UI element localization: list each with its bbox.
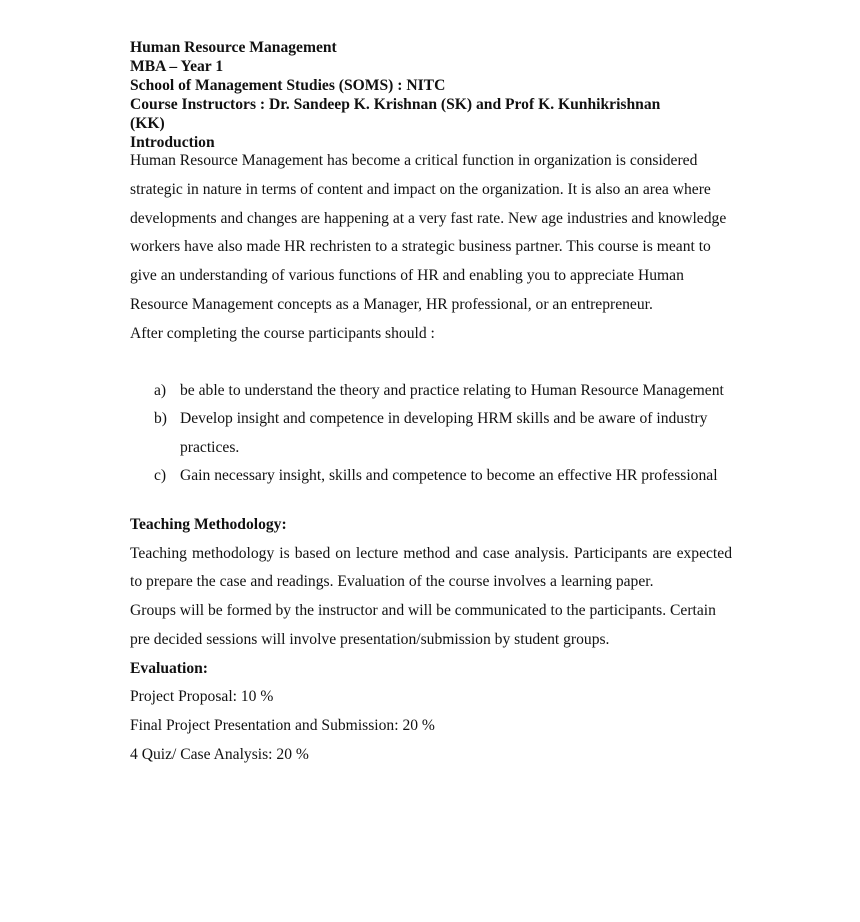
evaluation-item: Final Project Presentation and Submission: 20 % (130, 717, 435, 735)
list-marker: b) (154, 410, 167, 428)
school-line: School of Management Studies (SOMS) : NITC (130, 77, 446, 94)
instructors-line-continued: (KK) (130, 115, 165, 132)
list-item-text: be able to understand the theory and practice relating to Human Resource Management (180, 381, 724, 399)
course-title: Human Resource Management (130, 39, 337, 56)
list-marker: c) (154, 467, 167, 485)
program-line: MBA – Year 1 (130, 58, 224, 75)
list-item-text: Develop insight and competence in developing HRM skills and be aware of industry practices. (180, 410, 708, 456)
teaching-paragraph: Teaching methodology is based on lecture method and case analysis. Participants are expected to prepare the case and readings. Evaluation of the course involves a learning paper. (130, 544, 732, 591)
teaching-methodology-heading: Teaching Methodology: (130, 515, 287, 533)
evaluation-heading: Evaluation: (130, 659, 208, 677)
list-item-text: Gain necessary insight, skills and competence to become an effective HR professional (180, 467, 718, 485)
evaluation-item: Project Proposal: 10 % (130, 688, 274, 706)
introduction-paragraph: Human Resource Management has become a critical function in organization is considered strategic in nature in terms of content and impact on the organization. It is also an area where developments and changes are happening at a very fast rate. New age industries and knowledge workers have also made HR rechristen to a strategic business partner. This course is meant to give an understanding of various functions of HR and enabling you to appreciate Human Resource Management concepts as a Manager, HR professional, or an entrepreneur. (130, 152, 727, 313)
objectives-lead: After completing the course participants should : (130, 324, 435, 342)
list-marker: a) (154, 381, 167, 399)
objectives-list (130, 377, 732, 491)
list-item (130, 405, 732, 462)
groups-paragraph: Groups will be formed by the instructor and will be communicated to the participants. Certain pre decided sessions will involve presentation/submission by student groups. (130, 602, 716, 648)
list-item (130, 377, 732, 406)
document-content (130, 38, 732, 770)
instructors-line: Course Instructors : Dr. Sandeep K. Krishnan (SK) and Prof K. Kunhikrishnan (130, 96, 661, 113)
evaluation-item: 4 Quiz/ Case Analysis: 20 % (130, 745, 309, 763)
list-item (130, 462, 732, 491)
introduction-heading: Introduction (130, 134, 215, 151)
section-gap (130, 491, 732, 511)
